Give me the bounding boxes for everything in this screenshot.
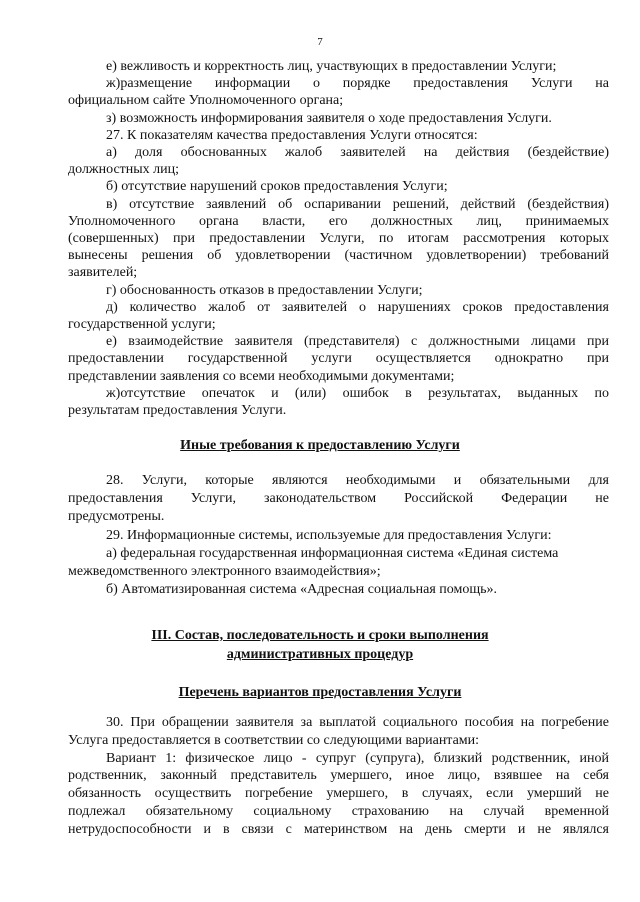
text-line: результатам предоставления Услуги. bbox=[68, 403, 287, 418]
text-line: б) отсутствие нарушений сроков предоставления Услуги; bbox=[106, 179, 448, 195]
text-line: (совершенных) при предоставлении Услуги, по итогам рассмотрения которых bbox=[68, 231, 609, 246]
text-line: 28. Услуги, которые являются необходимыми и обязательными для bbox=[106, 473, 609, 488]
text-line: предоставлении государственной услуги осуществляется однократно при bbox=[68, 351, 609, 367]
text-line: 27. К показателям качества предоставления Услуги относятся: bbox=[106, 127, 478, 143]
text-line: родственник, законный представитель умершего, иное лицо, взявшее на себя bbox=[68, 768, 609, 784]
text-line: заявителей; bbox=[68, 265, 138, 281]
text-line: з) возможность информирования заявителя о ходе предоставления Услуги. bbox=[106, 110, 552, 126]
text-line: а) федеральная государственная информационная система «Единая система bbox=[106, 545, 559, 561]
text-line: в) отсутствие заявлений об оспаривании решений, действий (бездействия) bbox=[106, 196, 609, 212]
text-line: 29. Информационные системы, используемые для предоставления Услуги: bbox=[106, 527, 552, 543]
heading-other-requirements: Иные требования к предоставлению Услуги bbox=[180, 438, 460, 453]
text-line: е) вежливость и корректность лиц, участвующих в предоставлении Услуги; bbox=[106, 59, 557, 74]
text-line: предусмотрены. bbox=[68, 509, 165, 525]
text-line: представлении заявления со всеми необходимыми документами; bbox=[68, 368, 455, 384]
text-line: Уполномоченного органа власти, его должностных лиц, принимаемых bbox=[68, 213, 609, 229]
text-line: должностных лиц; bbox=[68, 162, 180, 178]
text-line: ж)отсутствие опечаток и (или) ошибок в результатах, выданных по bbox=[106, 385, 609, 401]
section-title-line-2: административных процедур bbox=[226, 647, 414, 662]
text-line: е) взаимодействие заявителя (представителя) с должностными лицами при bbox=[106, 334, 609, 350]
text-line: подлежал обязательному социальному страхованию на случай временной bbox=[68, 804, 609, 819]
text-line: нетрудоспособности и в связи с материнством на день смерти и не являлся bbox=[68, 821, 609, 837]
section-title-line-1: III. Состав, последовательность и сроки выполнения bbox=[151, 628, 489, 643]
text-line: д) количество жалоб от заявителей о нарушениях сроков предоставления bbox=[106, 299, 609, 315]
text-line: 30. При обращении заявителя за выплатой социального пособия на погребение bbox=[106, 715, 609, 730]
text-line: ж)размещение информации о порядке предоставления Услуги на bbox=[106, 76, 609, 92]
text-line: Услуга предоставляется в соответствии со следующими вариантами: bbox=[68, 732, 480, 748]
text-line: государственной услуги; bbox=[68, 317, 216, 332]
text-line: а) доля обоснованных жалоб заявителей на действия (бездействие) bbox=[106, 145, 609, 160]
page-number: 7 bbox=[317, 36, 323, 48]
text-line: предоставления Услуги, законодательством Российской Федерации не bbox=[68, 491, 609, 507]
text-line: межведомственного электронного взаимодействия»; bbox=[68, 564, 381, 579]
text-line: вынесены решения об удовлетворении (частичном удовлетворении) требований bbox=[68, 248, 609, 264]
text-line: б) Автоматизированная система «Адресная социальная помощь». bbox=[106, 582, 498, 598]
heading-service-variants: Перечень вариантов предоставления Услуги bbox=[178, 685, 462, 700]
text-line: г) обоснованность отказов в предоставлении Услуги; bbox=[106, 282, 423, 298]
text-line: Вариант 1: физическое лицо - супруг (супруга), близкий родственник, иной bbox=[106, 750, 609, 766]
text-line: обязанность осуществить погребение умершего, в случаях, если умерший не bbox=[68, 786, 609, 802]
text-line: официальном сайте Уполномоченного органа; bbox=[68, 93, 344, 109]
